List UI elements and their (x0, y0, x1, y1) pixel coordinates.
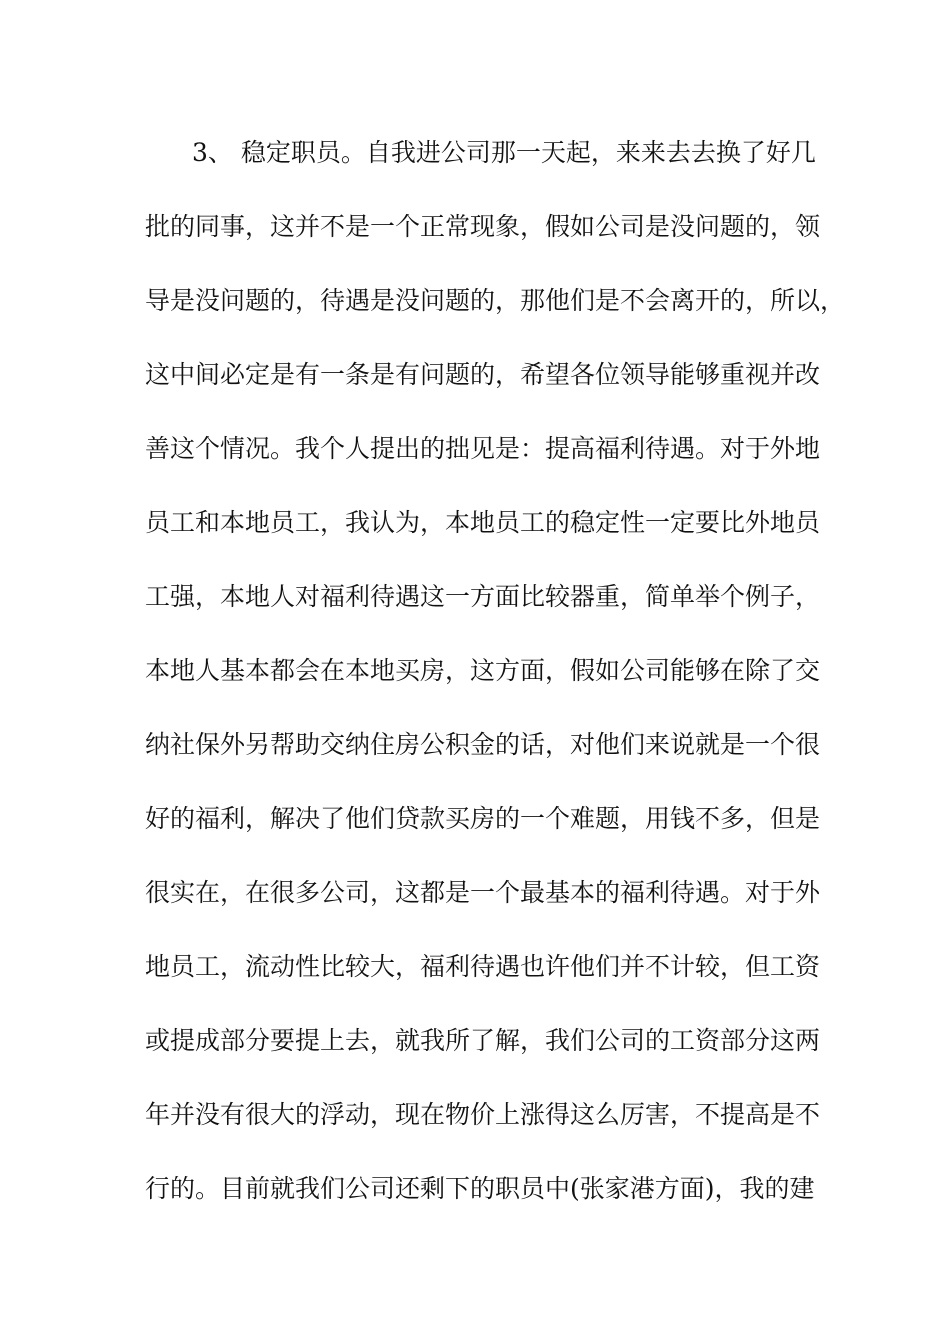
paragraph-line-8: 本地人基本都会在本地买房，这方面，假如公司能够在除了交 (145, 656, 821, 685)
paragraph-line-3: 导是没问题的，待遇是没问题的，那他们是不会离开的，所以， (145, 286, 846, 315)
paragraph-line-4: 这中间必定是有一条是有问题的，希望各位领导能够重视并改 (145, 360, 821, 389)
paragraph-line-15: 行的。目前就我们公司还剩下的职员中(张家港方面)，我的建 (145, 1174, 815, 1203)
paragraph-line-7: 工强，本地人对福利待遇这一方面比较器重，简单举个例子， (145, 582, 821, 611)
paragraph-line-10: 好的福利，解决了他们贷款买房的一个难题，用钱不多，但是 (145, 804, 821, 833)
paragraph-line-6: 员工和本地员工，我认为，本地员工的稳定性一定要比外地员 (145, 508, 821, 537)
paragraph-line-14: 年并没有很大的浮动，现在物价上涨得这么厉害，不提高是不 (145, 1100, 821, 1129)
paragraph-line-5: 善这个情况。我个人提出的拙见是：提高福利待遇。对于外地 (145, 434, 821, 463)
paragraph-line-11: 很实在，在很多公司，这都是一个最基本的福利待遇。对于外 (145, 878, 821, 907)
paragraph-line-2: 批的同事，这并不是一个正常现象，假如公司是没问题的，领 (145, 212, 821, 241)
paragraph-line-13: 或提成部分要提上去，就我所了解，我们公司的工资部分这两 (145, 1026, 821, 1055)
paragraph-line-1: 3、 稳定职员。自我进公司那一天起，来来去去换了好几 (192, 138, 816, 167)
paragraph-line-12: 地员工，流动性比较大，福利待遇也许他们并不计较，但工资 (145, 952, 821, 981)
paragraph-line-9: 纳社保外另帮助交纳住房公积金的话，对他们来说就是一个很 (145, 730, 821, 759)
